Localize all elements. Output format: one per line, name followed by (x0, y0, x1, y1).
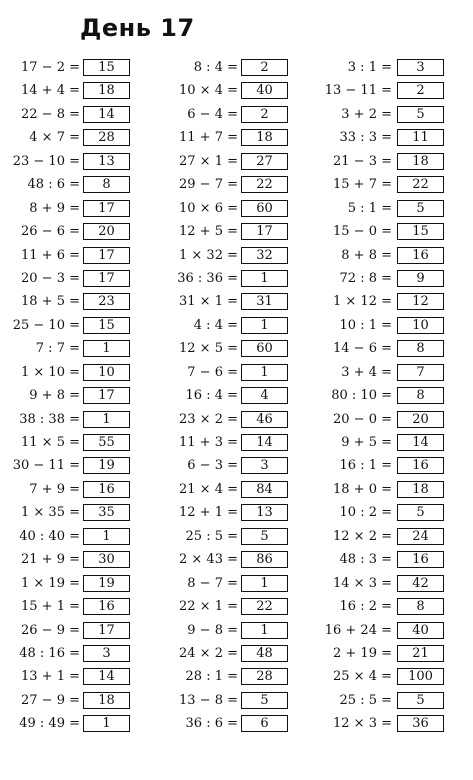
answer-box: 5 (241, 692, 288, 709)
problem-row (0, 104, 140, 127)
problem-expression: 12 + 1 = (179, 505, 238, 521)
answer-box: 3 (397, 59, 444, 76)
problem-row (0, 409, 140, 432)
answer-box: 4 (241, 387, 288, 404)
problem-row (315, 596, 455, 619)
problem-row (315, 80, 455, 103)
problem-row (315, 268, 455, 291)
answer-box: 20 (83, 223, 130, 240)
problem-row (0, 690, 140, 713)
answer-box: 13 (83, 153, 130, 170)
problem-row (160, 362, 300, 385)
answer-box: 3 (241, 457, 288, 474)
problem-expression: 1 × 10 = (21, 364, 80, 380)
problem-row (160, 455, 300, 478)
problem-expression: 38 : 38 = (19, 411, 80, 427)
problem-row (160, 549, 300, 572)
problem-expression: 7 + 9 = (29, 481, 80, 497)
problem-expression: 13 + 1 = (21, 669, 80, 685)
answer-box: 100 (397, 668, 444, 685)
problem-row (315, 362, 455, 385)
answer-box: 1 (241, 622, 288, 639)
problem-expression: 9 + 5 = (341, 435, 392, 450)
answer-box: 1 (83, 715, 130, 732)
answer-box: 5 (397, 504, 444, 521)
problem-expression: 27 × 1 = (179, 153, 238, 169)
problem-row (315, 643, 455, 666)
problem-row (160, 573, 300, 596)
problem-row (315, 57, 455, 80)
problem-row (160, 338, 300, 361)
problem-row (0, 221, 140, 244)
problem-row (315, 315, 455, 338)
answer-box: 18 (83, 692, 130, 709)
problem-row (160, 80, 300, 103)
problem-row (0, 549, 140, 572)
problem-row (160, 596, 300, 619)
problem-row (160, 479, 300, 502)
problem-row (315, 620, 455, 643)
answer-box: 5 (397, 106, 444, 123)
answer-box: 15 (397, 223, 444, 240)
problem-row (315, 666, 455, 689)
answer-box: 18 (241, 129, 288, 146)
answer-box: 55 (83, 434, 130, 451)
problem-expression: 13 − 11 = (324, 83, 392, 99)
answer-box: 32 (241, 247, 288, 264)
answer-box: 36 (397, 715, 444, 732)
problem-expression: 15 + 1 = (21, 599, 80, 615)
answer-box: 5 (397, 692, 444, 709)
answer-box: 17 (83, 387, 130, 404)
problem-expression: 9 + 8 = (29, 388, 80, 404)
answer-box: 30 (83, 551, 130, 568)
problem-expression: 8 − 7 = (187, 575, 238, 591)
answer-box: 10 (83, 364, 130, 381)
problem-expression: 16 + 24 = (324, 622, 392, 638)
problem-expression: 13 − 8 = (179, 692, 238, 708)
problem-row (0, 643, 140, 666)
problem-expression: 1 × 35 = (21, 505, 80, 521)
problem-expression: 12 × 2 = (333, 528, 392, 544)
answer-box: 40 (241, 82, 288, 99)
answer-box: 31 (241, 293, 288, 310)
problem-row (315, 526, 455, 549)
problem-row (315, 385, 455, 408)
page-title: День 17 (80, 14, 195, 42)
problem-expression: 21 + 9 = (21, 552, 80, 568)
answer-box: 8 (397, 387, 444, 404)
problem-column-1 (0, 57, 140, 737)
problem-row (160, 104, 300, 127)
problem-row (160, 620, 300, 643)
problem-expression: 16 : 1 = (339, 458, 392, 474)
problem-row (160, 151, 300, 174)
answer-box: 2 (241, 59, 288, 76)
problem-expression: 12 × 3 = (333, 716, 392, 732)
problem-expression: 26 − 6 = (21, 224, 80, 240)
problem-row (0, 151, 140, 174)
answer-box: 16 (397, 551, 444, 568)
problem-expression: 3 + 4 = (341, 364, 392, 380)
answer-box: 14 (83, 106, 130, 123)
answer-box: 8 (397, 598, 444, 615)
answer-box: 86 (241, 551, 288, 568)
answer-box: 16 (83, 598, 130, 615)
answer-box: 15 (83, 59, 130, 76)
problem-row (315, 455, 455, 478)
answer-box: 8 (83, 176, 130, 193)
problem-row (160, 666, 300, 689)
problem-row (160, 174, 300, 197)
problem-row (0, 432, 140, 455)
problem-expression: 20 − 0 = (333, 411, 392, 427)
problem-expression: 48 : 3 = (339, 552, 392, 568)
problem-row (315, 174, 455, 197)
answer-box: 17 (83, 270, 130, 287)
answer-box: 16 (397, 457, 444, 474)
problem-expression: 7 − 6 = (187, 364, 238, 380)
problem-expression: 11 + 3 = (179, 435, 238, 450)
problem-expression: 7 : 7 = (35, 341, 80, 357)
problem-expression: 11 + 7 = (179, 130, 238, 146)
problem-row (315, 690, 455, 713)
problem-row (0, 80, 140, 103)
answer-box: 17 (83, 622, 130, 639)
answer-box: 12 (397, 293, 444, 310)
problem-expression: 25 − 10 = (12, 317, 80, 333)
problem-row (160, 432, 300, 455)
answer-box: 46 (241, 411, 288, 428)
problem-row (160, 713, 300, 736)
problem-row (315, 104, 455, 127)
problem-row (160, 502, 300, 525)
problem-row (160, 315, 300, 338)
answer-box: 84 (241, 481, 288, 498)
problem-row (160, 409, 300, 432)
answer-box: 8 (397, 340, 444, 357)
answer-box: 1 (241, 575, 288, 592)
problem-expression: 3 : 1 = (347, 60, 392, 75)
answer-box: 14 (397, 434, 444, 451)
problem-expression: 11 × 5 = (21, 435, 80, 450)
problem-row (0, 127, 140, 150)
problem-expression: 8 : 4 = (193, 60, 238, 75)
problem-expression: 15 − 0 = (333, 224, 392, 240)
problem-expression: 17 − 2 = (21, 60, 80, 75)
problem-expression: 26 − 9 = (21, 622, 80, 638)
problem-row (0, 315, 140, 338)
problem-expression: 12 × 5 = (179, 341, 238, 357)
problem-expression: 48 : 6 = (27, 177, 80, 193)
answer-box: 42 (397, 575, 444, 592)
answer-box: 1 (241, 364, 288, 381)
answer-box: 10 (397, 317, 444, 334)
answer-box: 19 (83, 575, 130, 592)
answer-box: 2 (241, 106, 288, 123)
problem-row (0, 573, 140, 596)
problem-expression: 10 : 2 = (339, 505, 392, 521)
answer-box: 1 (241, 270, 288, 287)
problem-row (0, 620, 140, 643)
answer-box: 3 (83, 645, 130, 662)
problem-row (315, 549, 455, 572)
answer-box: 18 (397, 153, 444, 170)
problem-row (160, 268, 300, 291)
problem-expression: 33 : 3 = (339, 130, 392, 146)
answer-box: 23 (83, 293, 130, 310)
answer-box: 14 (241, 434, 288, 451)
problem-expression: 48 : 16 = (19, 645, 80, 661)
problem-expression: 25 : 5 = (185, 528, 238, 544)
problem-expression: 11 + 6 = (21, 247, 80, 263)
problem-row (315, 221, 455, 244)
problem-row (0, 455, 140, 478)
problem-expression: 25 : 5 = (339, 692, 392, 708)
problem-row (315, 432, 455, 455)
problem-row (160, 245, 300, 268)
problem-row (0, 385, 140, 408)
problem-row (0, 479, 140, 502)
answer-box: 17 (241, 223, 288, 240)
answer-box: 1 (83, 528, 130, 545)
problem-expression: 30 − 11 = (12, 458, 80, 474)
answer-box: 35 (83, 504, 130, 521)
problem-row (160, 690, 300, 713)
problem-expression: 16 : 4 = (185, 388, 238, 404)
answer-box: 14 (83, 668, 130, 685)
answer-box: 9 (397, 270, 444, 287)
answer-box: 27 (241, 153, 288, 170)
problem-expression: 20 − 3 = (21, 270, 80, 286)
problem-expression: 8 + 8 = (341, 247, 392, 263)
problem-row (0, 526, 140, 549)
answer-box: 13 (241, 504, 288, 521)
problem-expression: 72 : 8 = (339, 270, 392, 286)
answer-box: 28 (241, 668, 288, 685)
answer-box: 16 (83, 481, 130, 498)
answer-box: 15 (83, 317, 130, 334)
problem-column-2 (160, 57, 300, 737)
answer-box: 19 (83, 457, 130, 474)
problem-expression: 1 × 12 = (333, 294, 392, 310)
problem-expression: 27 − 9 = (21, 692, 80, 708)
answer-box: 60 (241, 200, 288, 217)
problem-expression: 24 × 2 = (179, 645, 238, 661)
problem-expression: 40 : 40 = (19, 528, 80, 544)
problem-expression: 18 + 0 = (333, 481, 392, 497)
problem-expression: 18 + 5 = (21, 294, 80, 310)
answer-box: 22 (397, 176, 444, 193)
problem-row (0, 362, 140, 385)
problem-expression: 29 − 7 = (179, 177, 238, 193)
problem-expression: 16 : 2 = (339, 599, 392, 615)
answer-box: 2 (397, 82, 444, 99)
problem-row (160, 291, 300, 314)
answer-box: 40 (397, 622, 444, 639)
problem-row (0, 291, 140, 314)
problem-expression: 2 × 43 = (179, 552, 238, 568)
problem-row (160, 526, 300, 549)
answer-box: 18 (83, 82, 130, 99)
answer-box: 22 (241, 598, 288, 615)
problem-expression: 6 − 4 = (187, 106, 238, 122)
problem-expression: 80 : 10 = (331, 388, 392, 404)
problem-expression: 2 + 19 = (333, 645, 392, 661)
answer-box: 21 (397, 645, 444, 662)
problem-row (315, 151, 455, 174)
problem-row (0, 198, 140, 221)
answer-box: 6 (241, 715, 288, 732)
problem-expression: 36 : 36 = (177, 270, 238, 286)
problem-row (160, 127, 300, 150)
answer-box: 11 (397, 129, 444, 146)
problem-row (0, 174, 140, 197)
problem-expression: 36 : 6 = (185, 716, 238, 732)
answer-box: 17 (83, 200, 130, 217)
problem-expression: 21 − 3 = (333, 153, 392, 169)
problem-expression: 4 × 7 = (29, 130, 80, 146)
problem-expression: 14 × 3 = (333, 575, 392, 591)
answer-box: 1 (83, 340, 130, 357)
problem-row (160, 198, 300, 221)
problem-expression: 25 × 4 = (333, 669, 392, 685)
problem-expression: 9 − 8 = (187, 622, 238, 638)
problem-row (315, 502, 455, 525)
problem-expression: 23 × 2 = (179, 411, 238, 427)
problem-row (160, 221, 300, 244)
problem-expression: 1 × 19 = (21, 575, 80, 591)
answer-box: 17 (83, 247, 130, 264)
problem-expression: 49 : 49 = (19, 716, 80, 732)
problem-expression: 15 + 7 = (333, 177, 392, 193)
answer-box: 16 (397, 247, 444, 264)
problem-expression: 14 − 6 = (333, 341, 392, 357)
problem-expression: 23 − 10 = (12, 153, 80, 169)
problem-expression: 3 + 2 = (341, 106, 392, 122)
problem-expression: 28 : 1 = (185, 669, 238, 685)
problem-expression: 22 − 8 = (21, 106, 80, 122)
answer-box: 20 (397, 411, 444, 428)
answer-box: 60 (241, 340, 288, 357)
problem-row (0, 666, 140, 689)
problem-expression: 31 × 1 = (179, 294, 238, 310)
problem-row (0, 57, 140, 80)
problem-row (160, 643, 300, 666)
problem-row (315, 573, 455, 596)
problem-expression: 10 × 6 = (179, 200, 238, 216)
problem-row (315, 198, 455, 221)
problem-expression: 1 × 32 = (179, 247, 238, 263)
answer-box: 5 (241, 528, 288, 545)
answer-box: 22 (241, 176, 288, 193)
problem-row (160, 57, 300, 80)
problem-row (0, 245, 140, 268)
answer-box: 48 (241, 645, 288, 662)
problem-expression: 8 + 9 = (29, 200, 80, 216)
problem-expression: 6 − 3 = (187, 458, 238, 474)
answer-box: 7 (397, 364, 444, 381)
answer-box: 5 (397, 200, 444, 217)
problem-row (0, 502, 140, 525)
problem-expression: 5 : 1 = (347, 200, 392, 216)
problem-row (315, 409, 455, 432)
problem-row (0, 713, 140, 736)
problem-column-3 (315, 57, 455, 737)
answer-box: 28 (83, 129, 130, 146)
problem-row (315, 479, 455, 502)
problem-row (0, 596, 140, 619)
answer-box: 1 (241, 317, 288, 334)
problem-row (0, 338, 140, 361)
problem-expression: 10 : 1 = (339, 317, 392, 333)
problem-expression: 4 : 4 = (193, 317, 238, 333)
answer-box: 18 (397, 481, 444, 498)
problem-row (315, 245, 455, 268)
problem-row (315, 291, 455, 314)
problem-expression: 10 × 4 = (179, 83, 238, 99)
problem-expression: 22 × 1 = (179, 599, 238, 615)
problem-row (315, 338, 455, 361)
problem-row (315, 127, 455, 150)
problem-expression: 14 + 4 = (21, 83, 80, 99)
problem-expression: 21 × 4 = (179, 481, 238, 497)
problem-row (160, 385, 300, 408)
problem-row (315, 713, 455, 736)
answer-box: 24 (397, 528, 444, 545)
problem-expression: 12 + 5 = (179, 224, 238, 240)
answer-box: 1 (83, 411, 130, 428)
problem-row (0, 268, 140, 291)
